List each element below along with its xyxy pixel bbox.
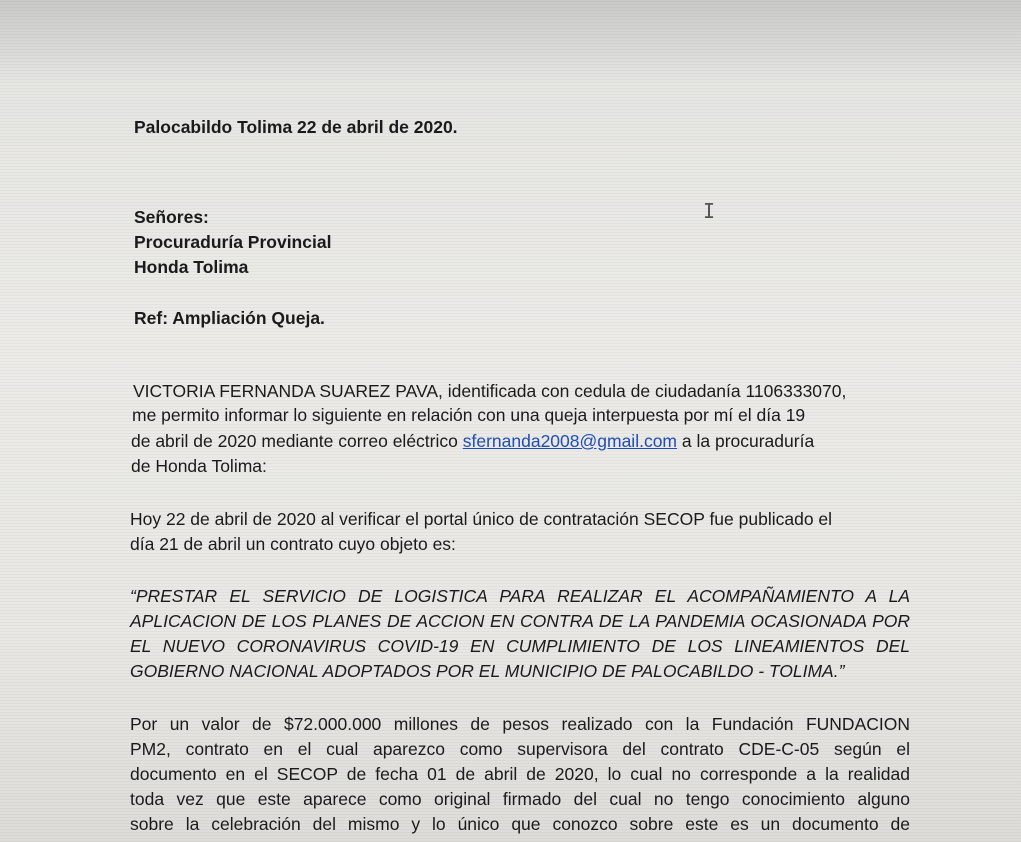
paragraph3-line4: toda vez que este aparece como original firmado del cual no tengo conocimiento alguno [130,789,910,809]
quote-line1: “PRESTAR EL SERVICIO DE LOGISTICA PARA REALIZAR EL ACOMPAÑAMIENTO A LA [130,586,910,606]
paragraph2-line1: Hoy 22 de abril de 2020 al verificar el portal único de contratación SECOP fue publicado el [130,509,833,529]
paragraph1-line3-end: a la procuraduría [677,431,815,451]
paragraph3-line2: PM2, contrato en el cual aparezco como supervisora del contrato CDE-C-05 según el [130,739,910,759]
quote-line4: GOBIERNO NACIONAL ADOPTADOS POR EL MUNICIPIO DE PALOCABILDO - TOLIMA.” [130,661,845,681]
paragraph2-line2: día 21 de abril un contrato cuyo objeto es: [130,534,456,554]
paragraph3-line3: documento en el SECOP de fecha 01 de abril de 2020, lo cual no corresponde a la realidad [130,764,910,784]
paragraph1-line2: me permito informar lo siguiente en relación con una queja interpuesta por mí el día 19 [132,405,806,425]
paragraph1-line3 [131,430,814,452]
paragraph3-line5: sobre la celebración del mismo y lo único que conozco sobre este es un documento de [130,814,910,834]
reference-line: Ref: Ampliación Queja. [134,308,325,328]
recipient-salutation: Señores: [134,207,209,227]
paragraph3-line1: Por un valor de $72.000.000 millones de pesos realizado con la Fundación FUNDACION [130,714,910,734]
paragraph1-line4: de Honda Tolima: [131,456,267,476]
text-cursor-icon: I [703,199,716,223]
recipient-office: Procuraduría Provincial [134,232,332,252]
date-line: Palocabildo Tolima 22 de abril de 2020. [134,117,458,137]
recipient-city: Honda Tolima [134,257,249,277]
quote-line3: EL NUEVO CORONAVIRUS COVID-19 EN CUMPLIMIENTO DE LOS LINEAMIENTOS DEL [130,636,910,656]
paragraph1-line3-start: de abril de 2020 mediante correo eléctrico [131,431,463,451]
paragraph1-line1: VICTORIA FERNANDA SUAREZ PAVA, identificada con cedula de ciudadanía 1106333070, [133,381,847,401]
email-link[interactable]: sfernanda2008@gmail.com [462,431,678,451]
quote-line2: APLICACION DE LOS PLANES DE ACCION EN CONTRA DE LA PANDEMIA OCASIONADA POR [130,611,910,631]
